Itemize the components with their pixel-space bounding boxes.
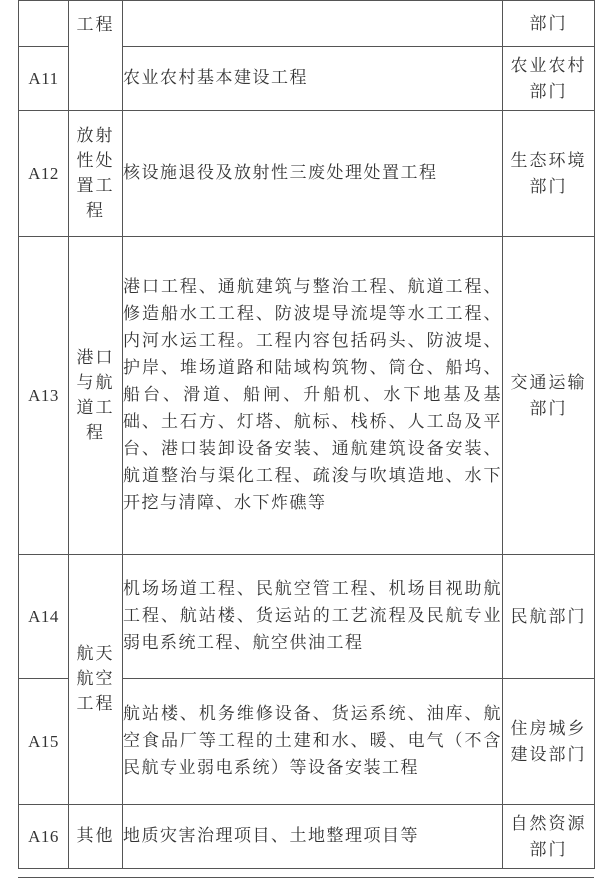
row-department <box>503 805 595 869</box>
row-department-text: 农业农村部门 <box>510 55 587 102</box>
row-category-text: 港口与航道工程 <box>76 347 115 443</box>
row-code: A14 <box>19 555 69 679</box>
row-code: A16 <box>19 805 69 869</box>
row-department-text: 民航部门 <box>510 606 587 627</box>
row-department <box>503 679 595 805</box>
row-category <box>69 1 123 111</box>
row-department <box>503 1 595 47</box>
row-category <box>69 237 123 555</box>
row-description <box>123 1 503 47</box>
row-category-text: 工程 <box>76 15 115 35</box>
table-row <box>19 237 595 555</box>
row-category <box>69 555 123 805</box>
row-description: 地质灾害治理项目、土地整理项目等 <box>123 805 503 869</box>
row-category-text: 航天航空工程 <box>76 644 115 714</box>
row-department <box>503 555 595 679</box>
row-description: 农业农村基本建设工程 <box>123 47 503 111</box>
row-category-text: 其他 <box>76 826 115 846</box>
row-category <box>69 805 123 869</box>
row-description: 港口工程、通航建筑与整治工程、航道工程、修造船水工工程、防波堤导流堤等水工工程、内河水运工程。工程内容包括码头、防波堤、护岸、堆场道路和陆域构筑物、筒仓、船坞、船台、滑道、船闸、升船机、水下地基及基础、土石方、灯塔、航标、栈桥、人工岛及平台、港口装卸设备安装、通航建筑设备安装、航道整治与渠化工程、疏浚与吹填造地、水下开挖与清障、水下炸礁等 <box>123 237 503 555</box>
row-code: A15 <box>19 679 69 805</box>
engineering-category-table <box>18 0 595 869</box>
row-code: A11 <box>19 47 69 111</box>
row-department-text: 交通运输部门 <box>510 372 587 419</box>
row-description: 核设施退役及放射性三废处理处置工程 <box>123 111 503 237</box>
row-description: 航站楼、机务维修设备、货运系统、油库、航空食品厂等工程的土建和水、暖、电气（不含民航专业弱电系统）等设备安装工程 <box>123 679 503 805</box>
table-row <box>19 805 595 869</box>
row-category <box>69 111 123 237</box>
row-department-text: 自然资源部门 <box>510 813 587 860</box>
table-row <box>19 111 595 237</box>
row-code <box>19 1 69 47</box>
row-category-text: 放射性处置工程 <box>76 125 115 221</box>
row-department <box>503 237 595 555</box>
table-row <box>19 555 595 679</box>
row-department <box>503 47 595 111</box>
row-department-text: 生态环境部门 <box>510 150 587 197</box>
row-department-text: 住房城乡建设部门 <box>510 718 587 765</box>
row-code: A12 <box>19 111 69 237</box>
page-bottom-rule <box>18 877 594 878</box>
row-description: 机场场道工程、民航空管工程、机场目视助航工程、航站楼、货运站的工艺流程及民航专业弱电系统工程、航空供油工程 <box>123 555 503 679</box>
table-row <box>19 1 595 47</box>
row-code: A13 <box>19 237 69 555</box>
row-department <box>503 111 595 237</box>
row-department-text: 部门 <box>529 13 568 34</box>
